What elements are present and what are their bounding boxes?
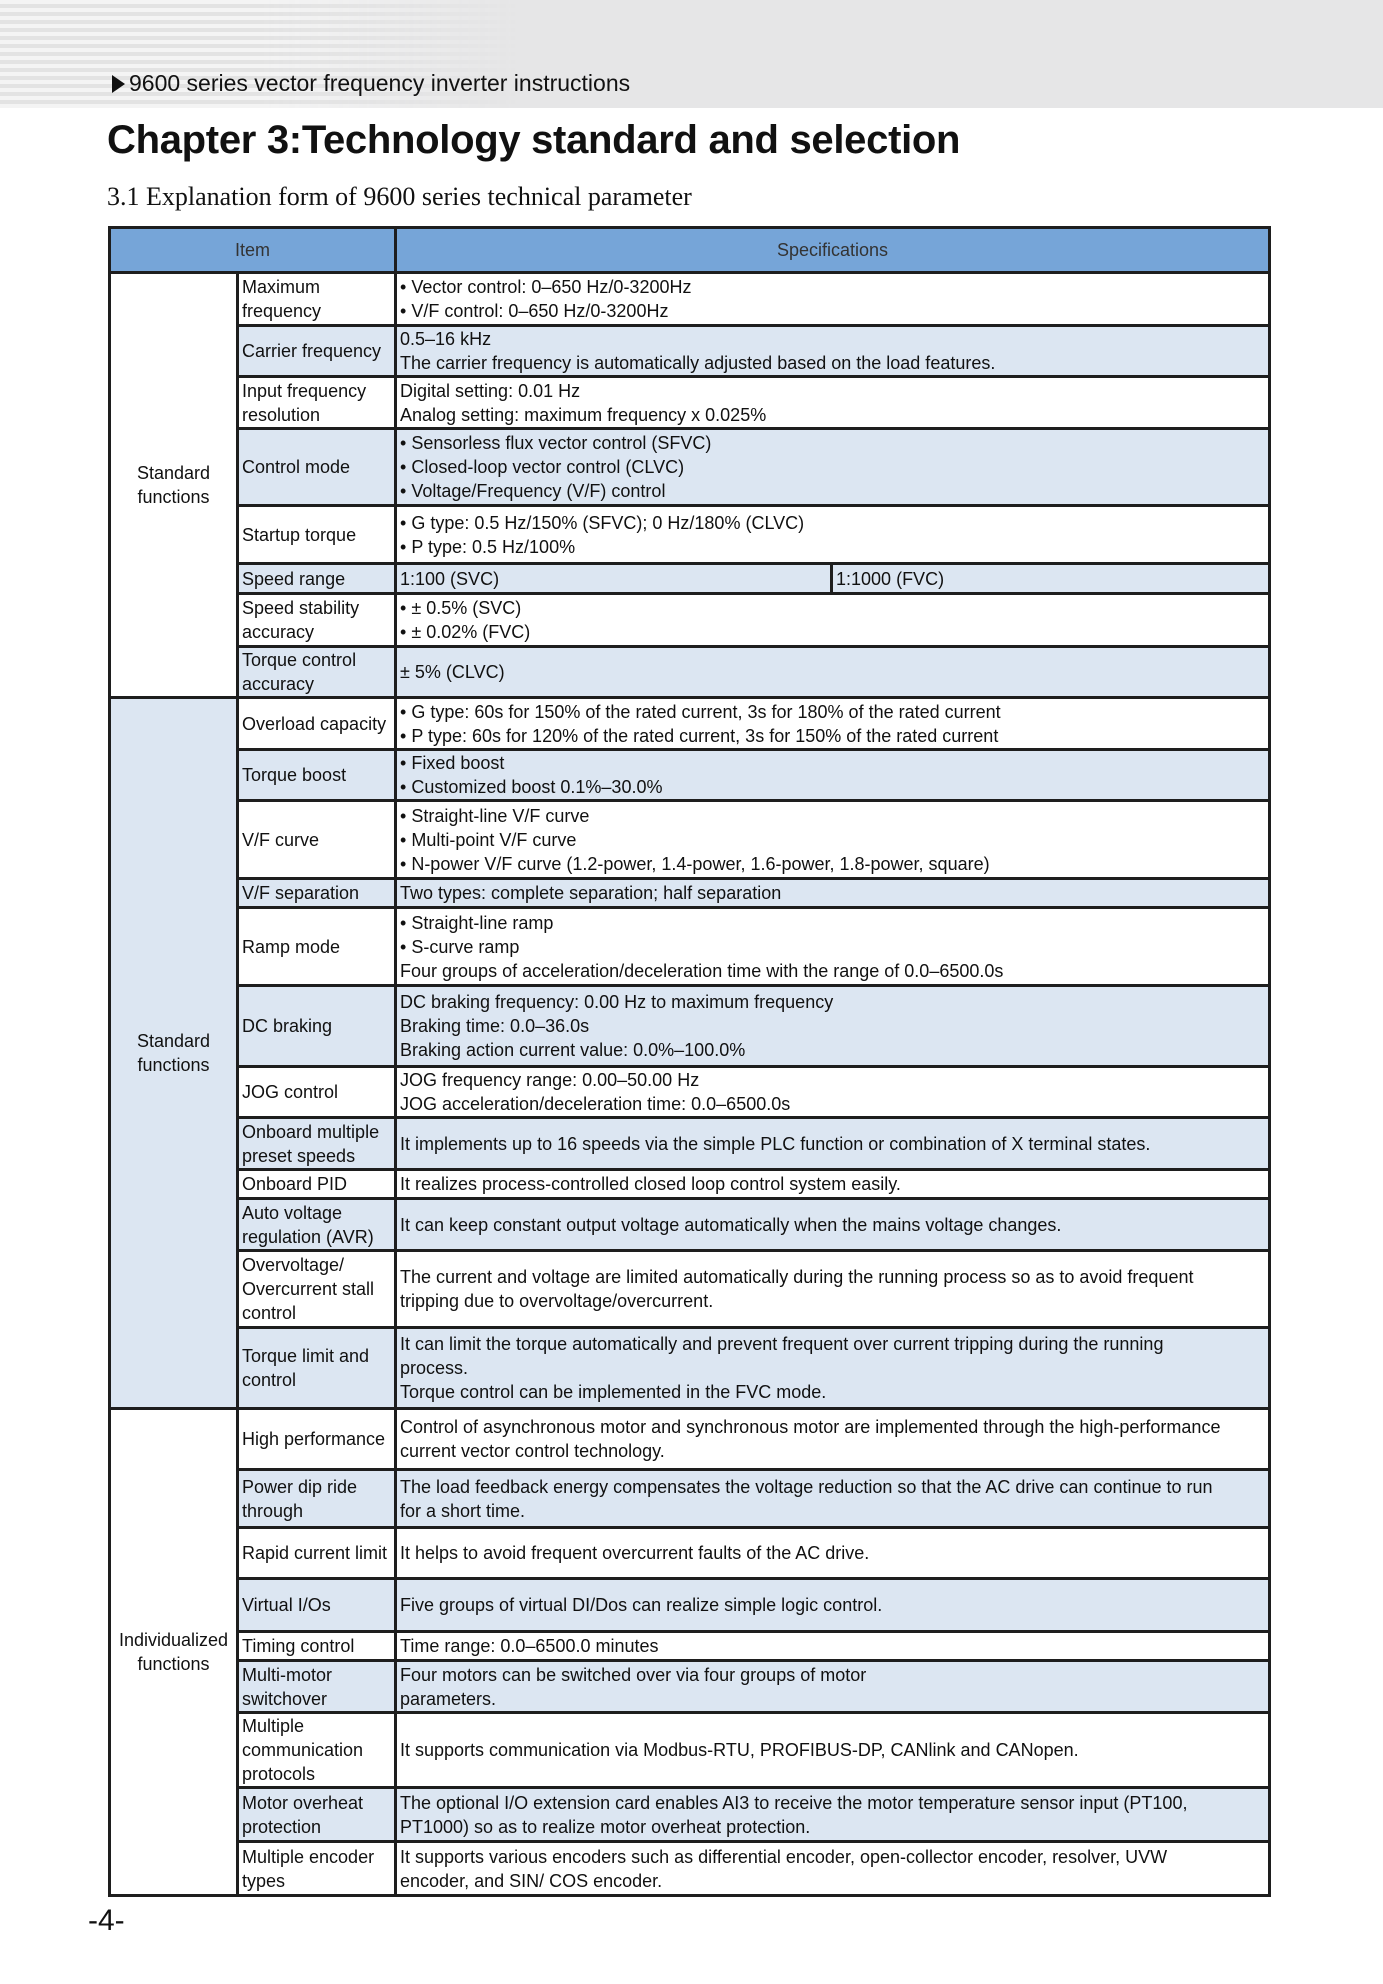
table-header-row xyxy=(110,228,1270,273)
item-cell: Overvoltage/ Overcurrent stall control xyxy=(238,1251,396,1328)
item-cell: Rapid current limit xyxy=(238,1528,396,1579)
spec-line: • V/F control: 0–650 Hz/0-3200Hz xyxy=(400,301,669,321)
spec-line: Braking time: 0.0–36.0s xyxy=(400,1016,590,1036)
item-cell: Multiple communication protocols xyxy=(238,1713,396,1788)
spec-line: • G type: 0.5 Hz/150% (SFVC); 0 Hz/180% (CLVC) xyxy=(400,512,805,533)
spec-line: PT1000) so as to realize motor overheat protection. xyxy=(400,1816,811,1837)
spec-line: process. xyxy=(400,1358,469,1378)
table-row xyxy=(110,273,1270,326)
item-cell: Speed range xyxy=(238,564,396,594)
spec-line: It can limit the torque automatically and prevent frequent over current tripping during the running xyxy=(400,1334,1164,1354)
spec-cell xyxy=(396,698,1270,750)
chapter-title: Chapter 3:Technology standard and selection xyxy=(107,118,961,162)
spec-line: • Voltage/Frequency (V/F) control xyxy=(400,481,666,501)
running-title: 9600 series vector frequency inverter instructions xyxy=(129,70,631,96)
spec-line: It supports various encoders such as differential encoder, open-collector encoder, resolver, UVW xyxy=(400,1846,1168,1867)
item-cell: Torque boost xyxy=(238,750,396,801)
spec-line: • G type: 60s for 150% of the rated current, 3s for 180% of the rated current xyxy=(400,701,1001,722)
spec-cell xyxy=(396,564,832,594)
table-row xyxy=(110,1251,1270,1328)
spec-cell xyxy=(396,908,1270,986)
item-cell: Multiple encoder types xyxy=(238,1842,396,1896)
table-row xyxy=(110,750,1270,801)
spec-cell xyxy=(396,1067,1270,1118)
spec-line: 0.5–16 kHz xyxy=(400,329,492,349)
spec-line: • Fixed boost xyxy=(400,753,505,773)
group-label: Standard functions xyxy=(110,698,238,1409)
item-cell: Speed stability accuracy xyxy=(238,594,396,647)
table-row xyxy=(110,1579,1270,1632)
spec-line: Control of asynchronous motor and synchronous motor are implemented through the high-performance xyxy=(400,1417,1221,1437)
item-cell: Onboard multiple preset speeds xyxy=(238,1118,396,1170)
spec-cell xyxy=(396,647,1270,698)
spec-line: Braking action current value: 0.0%–100.0% xyxy=(400,1040,746,1060)
table-row xyxy=(110,564,1270,594)
table-row xyxy=(110,1842,1270,1896)
spec-line: ± 5% (CLVC) xyxy=(400,662,505,682)
item-cell: V/F curve xyxy=(238,801,396,879)
spec-cell xyxy=(396,801,1270,879)
spec-line: • P type: 0.5 Hz/100% xyxy=(400,536,576,557)
table-row xyxy=(110,1409,1270,1470)
header-item: Item xyxy=(110,228,396,273)
item-cell: Auto voltage regulation (AVR) xyxy=(238,1199,396,1251)
spec-line: DC braking frequency: 0.00 Hz to maximum frequency xyxy=(400,992,834,1012)
spec-line: • ± 0.02% (FVC) xyxy=(400,622,531,642)
spec-line: It supports communication via Modbus-RTU, PROFIBUS-DP, CANlink and CANopen. xyxy=(400,1740,1079,1760)
spec-line: • ± 0.5% (SVC) xyxy=(400,598,522,618)
table-row xyxy=(110,1470,1270,1528)
spec-cell xyxy=(396,1470,1270,1528)
spec-cell xyxy=(396,1118,1270,1170)
spec-cell xyxy=(396,1409,1270,1470)
spec-cell xyxy=(396,506,1270,564)
section-title: 3.1 Explanation form of 9600 series technical parameter xyxy=(107,182,692,211)
spec-line: The current and voltage are limited automatically during the running process so as to avoid frequent xyxy=(400,1267,1194,1287)
table-row xyxy=(110,1788,1270,1842)
table-row xyxy=(110,908,1270,986)
spec-line: • P type: 60s for 120% of the rated current, 3s for 150% of the rated current xyxy=(400,725,999,746)
spec-line: Torque control can be implemented in the FVC mode. xyxy=(400,1382,827,1402)
spec-line: for a short time. xyxy=(400,1500,526,1521)
spec-line: • S-curve ramp xyxy=(400,936,520,957)
spec-line: • Straight-line V/F curve xyxy=(400,805,590,826)
item-cell: Virtual I/Os xyxy=(238,1579,396,1632)
spec-line: It realizes process-controlled closed loop control system easily. xyxy=(400,1174,901,1194)
item-cell: V/F separation xyxy=(238,879,396,908)
item-cell: Torque control accuracy xyxy=(238,647,396,698)
spec-line: current vector control technology. xyxy=(400,1441,665,1461)
spec-cell xyxy=(396,1632,1270,1661)
item-cell: Startup torque xyxy=(238,506,396,564)
item-cell: Ramp mode xyxy=(238,908,396,986)
spec-line: The optional I/O extension card enables AI3 to receive the motor temperature sensor input (PT100, xyxy=(400,1792,1188,1813)
spec-cell xyxy=(396,1713,1270,1788)
item-cell: Multi-motor switchover xyxy=(238,1661,396,1713)
spec-table xyxy=(108,226,1271,1897)
table-row xyxy=(110,1118,1270,1170)
item-cell: Control mode xyxy=(238,429,396,506)
header-specifications: Specifications xyxy=(396,228,1270,273)
group-label: Individualized functions xyxy=(110,1409,238,1896)
spec-line: parameters. xyxy=(400,1688,497,1709)
item-cell: Timing control xyxy=(238,1632,396,1661)
spec-cell xyxy=(396,377,1270,429)
item-cell: Carrier frequency xyxy=(238,326,396,377)
spec-cell xyxy=(396,1328,1270,1409)
triangle-bullet-icon xyxy=(112,75,125,93)
spec-line: It can keep constant output voltage automatically when the mains voltage changes. xyxy=(400,1214,1062,1235)
spec-line: JOG acceleration/deceleration time: 0.0–6500.0s xyxy=(400,1094,791,1114)
table-row xyxy=(110,1199,1270,1251)
item-cell: Power dip ride through xyxy=(238,1470,396,1528)
spec-cell xyxy=(396,986,1270,1067)
item-cell: Input frequency resolution xyxy=(238,377,396,429)
table-row xyxy=(110,801,1270,879)
spec-line: tripping due to overvoltage/overcurrent. xyxy=(400,1291,714,1311)
spec-cell xyxy=(396,429,1270,506)
table-row xyxy=(110,1632,1270,1661)
table-row xyxy=(110,377,1270,429)
table-row xyxy=(110,1661,1270,1713)
spec-line: Four groups of acceleration/deceleration time with the range of 0.0–6500.0s xyxy=(400,960,1004,981)
running-header xyxy=(112,70,630,97)
table-row xyxy=(110,879,1270,908)
spec-cell xyxy=(396,1842,1270,1896)
spec-cell xyxy=(396,273,1270,326)
spec-line: The load feedback energy compensates the voltage reduction so that the AC drive can continue to run xyxy=(400,1476,1213,1497)
spec-line: encoder, and SIN/ COS encoder. xyxy=(400,1870,663,1891)
item-cell: Torque limit and control xyxy=(238,1328,396,1409)
group-label: Standard functions xyxy=(110,273,238,698)
spec-line: • N-power V/F curve (1.2-power, 1.4-power, 1.6-power, 1.8-power, square) xyxy=(400,853,990,874)
item-cell: DC braking xyxy=(238,986,396,1067)
spec-cell xyxy=(396,1528,1270,1579)
table-row xyxy=(110,1328,1270,1409)
table-row xyxy=(110,1528,1270,1579)
spec-line: JOG frequency range: 0.00–50.00 Hz xyxy=(400,1070,700,1090)
spec-cell xyxy=(396,1788,1270,1842)
item-cell: Maximum frequency xyxy=(238,273,396,326)
item-cell: Motor overheat protection xyxy=(238,1788,396,1842)
table-row xyxy=(110,1713,1270,1788)
table-row xyxy=(110,986,1270,1067)
item-cell: JOG control xyxy=(238,1067,396,1118)
table-row xyxy=(110,429,1270,506)
item-cell: High performance xyxy=(238,1409,396,1470)
spec-cell xyxy=(396,1579,1270,1632)
spec-line: Four motors can be switched over via four groups of motor xyxy=(400,1664,867,1685)
spec-cell xyxy=(396,1661,1270,1713)
spec-line: • Vector control: 0–650 Hz/0-3200Hz xyxy=(400,277,692,297)
spec-line: • Closed-loop vector control (CLVC) xyxy=(400,457,685,477)
spec-line: • Multi-point V/F curve xyxy=(400,829,577,850)
spec-line: It helps to avoid frequent overcurrent faults of the AC drive. xyxy=(400,1543,870,1563)
table-row xyxy=(110,1067,1270,1118)
table-row xyxy=(110,1170,1270,1199)
spec-cell xyxy=(396,879,1270,908)
table-row xyxy=(110,506,1270,564)
table-row xyxy=(110,698,1270,750)
spec-line: Analog setting: maximum frequency x 0.025% xyxy=(400,404,767,425)
spec-line: Two types: complete separation; half separation xyxy=(400,883,782,903)
spec-line: Time range: 0.0–6500.0 minutes xyxy=(400,1636,659,1656)
spec-line: • Customized boost 0.1%–30.0% xyxy=(400,777,663,797)
spec-line: • Sensorless flux vector control (SFVC) xyxy=(400,433,712,453)
spec-cell-secondary: 1:1000 (FVC) xyxy=(832,564,1270,594)
spec-line: 1:100 (SVC) xyxy=(400,568,500,589)
spec-cell xyxy=(396,594,1270,647)
spec-line: Digital setting: 0.01 Hz xyxy=(400,380,581,401)
spec-line: • Straight-line ramp xyxy=(400,912,554,933)
item-cell: Overload capacity xyxy=(238,698,396,750)
spec-cell xyxy=(396,1170,1270,1199)
spec-cell xyxy=(396,1251,1270,1328)
table-row xyxy=(110,326,1270,377)
spec-cell xyxy=(396,326,1270,377)
spec-line: Five groups of virtual DI/Dos can realize simple logic control. xyxy=(400,1595,883,1615)
spec-cell xyxy=(396,1199,1270,1251)
spec-cell xyxy=(396,750,1270,801)
item-cell: Onboard PID xyxy=(238,1170,396,1199)
table-row xyxy=(110,647,1270,698)
table-row xyxy=(110,594,1270,647)
spec-line: It implements up to 16 speeds via the simple PLC function or combination of X terminal states. xyxy=(400,1133,1151,1154)
spec-line: The carrier frequency is automatically adjusted based on the load features. xyxy=(400,353,996,373)
page-number: -4- xyxy=(88,1904,125,1937)
